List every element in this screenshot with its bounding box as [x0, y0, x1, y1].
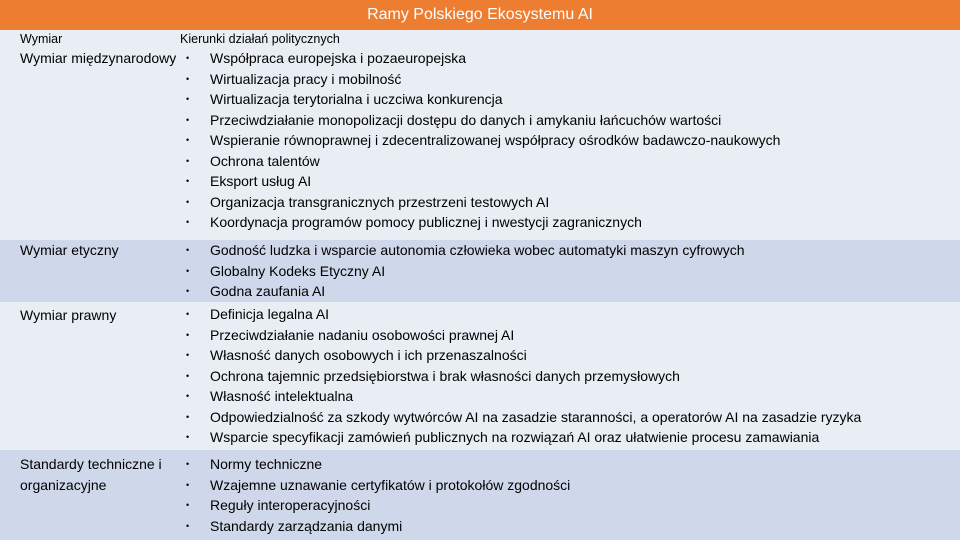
- column-header-directions: Kierunki działań politycznych: [180, 32, 340, 46]
- dimension-label-standards: Standardy techniczne i organizacyjne: [20, 456, 162, 493]
- list-item: • Normy techniczne: [180, 454, 570, 475]
- list-item: • Własność danych osobowych i ich przenaszalności: [180, 345, 861, 366]
- dimension-label-ethical: Wymiar etyczny: [20, 242, 119, 258]
- list-item: • Współpraca europejska i pozaeuropejska: [180, 48, 780, 69]
- list-item: • Przeciwdziałanie nadaniu osobowości prawnej AI: [180, 325, 861, 346]
- bullet-icon: •: [186, 53, 190, 63]
- bullet-icon: •: [186, 500, 190, 510]
- bullet-icon: •: [186, 459, 190, 469]
- list-item: • Godność ludzka i wsparcie autonomia człowieka wobec automatyki maszyn cyfrowych: [180, 240, 745, 261]
- list-item: • Reguły interoperacyjności: [180, 495, 570, 516]
- bullet-icon: •: [186, 135, 190, 145]
- list-item: • Wirtualizacja pracy i mobilność: [180, 69, 780, 90]
- list-item: • Organizacja transgranicznych przestrzeni testowych AI: [180, 192, 780, 213]
- bullet-icon: •: [186, 411, 190, 422]
- bullet-icon: •: [186, 350, 190, 360]
- list-item: • Definicja legalna AI: [180, 304, 861, 325]
- slide-title: Ramy Polskiego Ekosystemu AI: [367, 6, 593, 23]
- bullet-icon: •: [186, 370, 190, 381]
- dimension-label-legal: Wymiar prawny: [20, 307, 117, 323]
- bullet-icon: •: [186, 196, 190, 207]
- list-item: • Standardy zarządzania danymi: [180, 516, 570, 537]
- bullet-icon: •: [186, 329, 190, 340]
- bullet-icon: •: [186, 479, 190, 490]
- bullet-icon: •: [186, 245, 190, 255]
- bullet-icon: •: [186, 265, 190, 276]
- list-item: • Odpowiedzialność za szkody wytwórców AI na zasadzie staranności, a operatorów AI na zasadzie ryzyka: [180, 407, 861, 428]
- list-item: • Koordynacja programów pomocy publicznej i nwestycji zagranicznych: [180, 212, 780, 233]
- bullet-icon: •: [186, 94, 190, 104]
- list-item: • Globalny Kodeks Etyczny AI: [180, 261, 745, 282]
- bullet-icon: •: [186, 432, 190, 442]
- directions-list-legal: [180, 304, 861, 448]
- bullet-icon: •: [186, 391, 190, 401]
- bullet-icon: •: [186, 309, 190, 319]
- list-item: • Wsparcie specyfikacji zamówień publicznych na rozwiązań AI oraz ułatwienie procesu zamawiania: [180, 427, 861, 448]
- list-item: • Wirtualizacja terytorialna i uczciwa konkurencja: [180, 89, 780, 110]
- bullet-icon: •: [186, 155, 190, 166]
- list-item: • Przeciwdziałanie monopolizacji dostępu do danych i amykaniu łańcuchów wartości: [180, 110, 780, 131]
- directions-list-standards: [180, 454, 570, 536]
- list-item: • Ochrona talentów: [180, 151, 780, 172]
- directions-list-ethical: [180, 240, 745, 302]
- header-row-background: [0, 30, 960, 48]
- list-item: • Wspieranie równoprawnej i zdecentralizowanej współpracy ośrodków badawczo-naukowych: [180, 130, 780, 151]
- bullet-icon: •: [186, 520, 190, 531]
- list-item: • Ochrona tajemnic przedsiębiorstwa i brak własności danych przemysłowych: [180, 366, 861, 387]
- bullet-icon: •: [186, 114, 190, 125]
- list-item: • Własność intelektualna: [180, 386, 861, 407]
- bullet-icon: •: [186, 176, 190, 186]
- bullet-icon: •: [186, 217, 190, 227]
- list-item: • Wzajemne uznawanie certyfikatów i protokołów zgodności: [180, 475, 570, 496]
- list-item: • Eksport usług AI: [180, 171, 780, 192]
- column-header-dimension: Wymiar: [20, 32, 63, 46]
- bullet-icon: •: [186, 73, 190, 84]
- dimension-label-international: Wymiar międzynarodowy: [20, 50, 177, 66]
- bullet-icon: •: [186, 286, 190, 296]
- directions-list-international: [180, 48, 780, 233]
- list-item: • Godna zaufania AI: [180, 281, 745, 302]
